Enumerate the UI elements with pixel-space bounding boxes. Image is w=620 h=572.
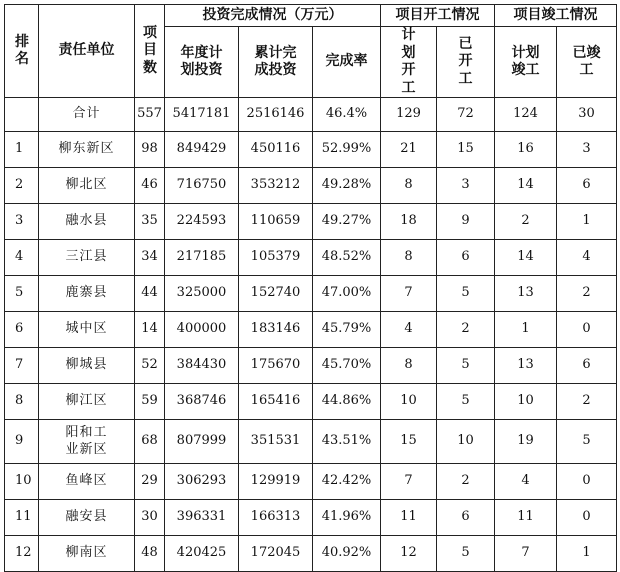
cumulative-cell: 183146 bbox=[239, 312, 313, 348]
header-investment-group: 投资完成情况（万元） bbox=[165, 5, 381, 27]
header-start-done: 已开工 bbox=[437, 27, 495, 98]
count-cell: 14 bbox=[135, 312, 165, 348]
rank-cell: 10 bbox=[5, 464, 39, 500]
cumulative-cell: 166313 bbox=[239, 500, 313, 536]
unit-cell: 柳北区 bbox=[39, 168, 135, 204]
unit-cell: 城中区 bbox=[39, 312, 135, 348]
unit-cell: 三江县 bbox=[39, 240, 135, 276]
table-row bbox=[5, 168, 617, 204]
unit-cell: 鱼峰区 bbox=[39, 464, 135, 500]
start-done-cell: 5 bbox=[437, 536, 495, 572]
table-row bbox=[5, 536, 617, 572]
rank-cell: 4 bbox=[5, 240, 39, 276]
cumulative-cell: 450116 bbox=[239, 132, 313, 168]
start-planned-cell: 8 bbox=[381, 240, 437, 276]
cumulative-cell: 165416 bbox=[239, 384, 313, 420]
total-rate: 46.4% bbox=[313, 98, 381, 132]
table-row bbox=[5, 464, 617, 500]
count-cell: 46 bbox=[135, 168, 165, 204]
table-row bbox=[5, 276, 617, 312]
cumulative-cell: 175670 bbox=[239, 348, 313, 384]
project-ranking-table bbox=[4, 4, 617, 572]
finish-planned-cell: 19 bbox=[495, 420, 557, 464]
header-finish-group: 项目竣工情况 bbox=[495, 5, 617, 27]
start-planned-cell: 18 bbox=[381, 204, 437, 240]
finish-planned-cell: 4 bbox=[495, 464, 557, 500]
total-start-done: 72 bbox=[437, 98, 495, 132]
annual-plan-cell: 420425 bbox=[165, 536, 239, 572]
rank-cell: 11 bbox=[5, 500, 39, 536]
finish-done-cell: 6 bbox=[557, 168, 617, 204]
start-done-cell: 3 bbox=[437, 168, 495, 204]
cumulative-cell: 351531 bbox=[239, 420, 313, 464]
rank-cell: 9 bbox=[5, 420, 39, 464]
finish-planned-cell: 13 bbox=[495, 276, 557, 312]
unit-cell: 融水县 bbox=[39, 204, 135, 240]
total-finish-done: 30 bbox=[557, 98, 617, 132]
start-planned-cell: 8 bbox=[381, 348, 437, 384]
header-rate: 完成率 bbox=[313, 27, 381, 98]
rate-cell: 42.42% bbox=[313, 464, 381, 500]
rank-cell: 6 bbox=[5, 312, 39, 348]
start-planned-cell: 7 bbox=[381, 464, 437, 500]
rate-cell: 44.86% bbox=[313, 384, 381, 420]
start-planned-cell: 11 bbox=[381, 500, 437, 536]
total-annual-plan: 5417181 bbox=[165, 98, 239, 132]
cumulative-cell: 105379 bbox=[239, 240, 313, 276]
finish-done-cell: 0 bbox=[557, 464, 617, 500]
start-done-cell: 5 bbox=[437, 384, 495, 420]
count-cell: 48 bbox=[135, 536, 165, 572]
rate-cell: 40.92% bbox=[313, 536, 381, 572]
start-planned-cell: 4 bbox=[381, 312, 437, 348]
table-row bbox=[5, 420, 617, 464]
finish-done-cell: 2 bbox=[557, 276, 617, 312]
rank-cell: 8 bbox=[5, 384, 39, 420]
rank-cell: 2 bbox=[5, 168, 39, 204]
finish-planned-cell: 16 bbox=[495, 132, 557, 168]
start-done-cell: 9 bbox=[437, 204, 495, 240]
header-count: 项目数 bbox=[135, 5, 165, 98]
finish-planned-cell: 10 bbox=[495, 384, 557, 420]
table-row bbox=[5, 204, 617, 240]
annual-plan-cell: 716750 bbox=[165, 168, 239, 204]
header-finish-done: 已竣工 bbox=[557, 27, 617, 98]
start-done-cell: 5 bbox=[437, 276, 495, 312]
rate-cell: 45.79% bbox=[313, 312, 381, 348]
finish-done-cell: 1 bbox=[557, 204, 617, 240]
header-rank: 排名 bbox=[5, 5, 39, 98]
annual-plan-cell: 396331 bbox=[165, 500, 239, 536]
finish-done-cell: 2 bbox=[557, 384, 617, 420]
annual-plan-cell: 368746 bbox=[165, 384, 239, 420]
annual-plan-cell: 400000 bbox=[165, 312, 239, 348]
count-cell: 68 bbox=[135, 420, 165, 464]
header-unit: 责任单位 bbox=[39, 5, 135, 98]
cumulative-cell: 152740 bbox=[239, 276, 313, 312]
unit-cell: 柳城县 bbox=[39, 348, 135, 384]
start-planned-cell: 12 bbox=[381, 536, 437, 572]
table-row bbox=[5, 348, 617, 384]
rank-cell: 12 bbox=[5, 536, 39, 572]
rank-cell: 5 bbox=[5, 276, 39, 312]
start-done-cell: 15 bbox=[437, 132, 495, 168]
count-cell: 52 bbox=[135, 348, 165, 384]
start-planned-cell: 8 bbox=[381, 168, 437, 204]
cumulative-cell: 129919 bbox=[239, 464, 313, 500]
unit-cell: 柳南区 bbox=[39, 536, 135, 572]
total-label: 合计 bbox=[39, 98, 135, 132]
count-cell: 35 bbox=[135, 204, 165, 240]
start-planned-cell: 15 bbox=[381, 420, 437, 464]
cumulative-cell: 353212 bbox=[239, 168, 313, 204]
count-cell: 34 bbox=[135, 240, 165, 276]
rate-cell: 41.96% bbox=[313, 500, 381, 536]
annual-plan-cell: 306293 bbox=[165, 464, 239, 500]
rank-cell: 1 bbox=[5, 132, 39, 168]
unit-cell: 阳和工业新区 bbox=[39, 420, 135, 464]
table-row bbox=[5, 384, 617, 420]
header-finish-planned: 计划竣工 bbox=[495, 27, 557, 98]
cumulative-cell: 110659 bbox=[239, 204, 313, 240]
header-annual-plan: 年度计划投资 bbox=[165, 27, 239, 98]
total-start-planned: 129 bbox=[381, 98, 437, 132]
annual-plan-cell: 325000 bbox=[165, 276, 239, 312]
start-planned-cell: 10 bbox=[381, 384, 437, 420]
annual-plan-cell: 807999 bbox=[165, 420, 239, 464]
rate-cell: 47.00% bbox=[313, 276, 381, 312]
total-row bbox=[5, 98, 617, 132]
annual-plan-cell: 849429 bbox=[165, 132, 239, 168]
finish-planned-cell: 11 bbox=[495, 500, 557, 536]
finish-planned-cell: 13 bbox=[495, 348, 557, 384]
finish-done-cell: 6 bbox=[557, 348, 617, 384]
finish-planned-cell: 14 bbox=[495, 168, 557, 204]
table-header bbox=[5, 5, 617, 98]
rate-cell: 49.27% bbox=[313, 204, 381, 240]
unit-cell: 鹿寨县 bbox=[39, 276, 135, 312]
table-row bbox=[5, 500, 617, 536]
table-body bbox=[5, 98, 617, 572]
total-count: 557 bbox=[135, 98, 165, 132]
finish-planned-cell: 2 bbox=[495, 204, 557, 240]
finish-planned-cell: 1 bbox=[495, 312, 557, 348]
table-row bbox=[5, 132, 617, 168]
total-rank-cell bbox=[5, 98, 39, 132]
header-start-group: 项目开工情况 bbox=[381, 5, 495, 27]
finish-done-cell: 5 bbox=[557, 420, 617, 464]
count-cell: 98 bbox=[135, 132, 165, 168]
total-finish-planned: 124 bbox=[495, 98, 557, 132]
finish-planned-cell: 7 bbox=[495, 536, 557, 572]
annual-plan-cell: 224593 bbox=[165, 204, 239, 240]
finish-done-cell: 4 bbox=[557, 240, 617, 276]
total-cumulative: 2516146 bbox=[239, 98, 313, 132]
unit-cell: 柳江区 bbox=[39, 384, 135, 420]
rank-cell: 3 bbox=[5, 204, 39, 240]
header-cumulative: 累计完成投资 bbox=[239, 27, 313, 98]
table-row bbox=[5, 240, 617, 276]
annual-plan-cell: 217185 bbox=[165, 240, 239, 276]
finish-done-cell: 1 bbox=[557, 536, 617, 572]
rate-cell: 45.70% bbox=[313, 348, 381, 384]
start-done-cell: 5 bbox=[437, 348, 495, 384]
count-cell: 44 bbox=[135, 276, 165, 312]
finish-done-cell: 0 bbox=[557, 500, 617, 536]
rate-cell: 43.51% bbox=[313, 420, 381, 464]
finish-planned-cell: 14 bbox=[495, 240, 557, 276]
rate-cell: 48.52% bbox=[313, 240, 381, 276]
start-done-cell: 6 bbox=[437, 240, 495, 276]
start-done-cell: 6 bbox=[437, 500, 495, 536]
header-start-planned: 计划开工 bbox=[381, 27, 437, 98]
unit-cell: 柳东新区 bbox=[39, 132, 135, 168]
finish-done-cell: 0 bbox=[557, 312, 617, 348]
start-done-cell: 10 bbox=[437, 420, 495, 464]
rank-cell: 7 bbox=[5, 348, 39, 384]
count-cell: 29 bbox=[135, 464, 165, 500]
start-done-cell: 2 bbox=[437, 464, 495, 500]
finish-done-cell: 3 bbox=[557, 132, 617, 168]
rate-cell: 52.99% bbox=[313, 132, 381, 168]
cumulative-cell: 172045 bbox=[239, 536, 313, 572]
table-row bbox=[5, 312, 617, 348]
annual-plan-cell: 384430 bbox=[165, 348, 239, 384]
count-cell: 30 bbox=[135, 500, 165, 536]
start-done-cell: 2 bbox=[437, 312, 495, 348]
rate-cell: 49.28% bbox=[313, 168, 381, 204]
start-planned-cell: 7 bbox=[381, 276, 437, 312]
start-planned-cell: 21 bbox=[381, 132, 437, 168]
unit-cell: 融安县 bbox=[39, 500, 135, 536]
count-cell: 59 bbox=[135, 384, 165, 420]
